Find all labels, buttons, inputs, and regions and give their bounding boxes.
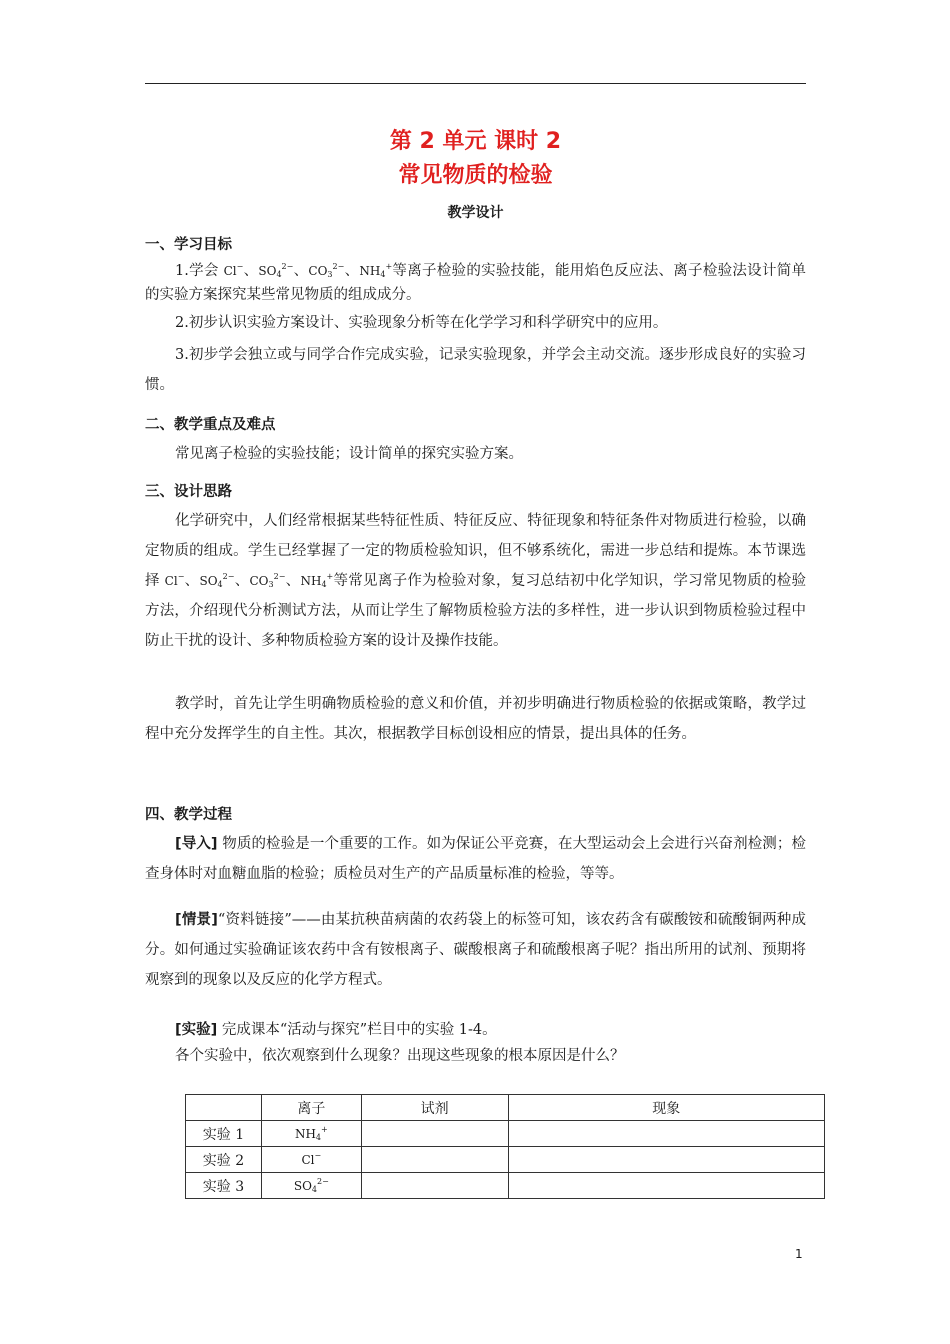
key-points-text: 常见离子检验的实验技能；设计简单的探究实验方案。 xyxy=(175,446,523,462)
scenario-tag: [情景] xyxy=(175,912,218,928)
ion-cl xyxy=(165,574,185,588)
ion-subscript: 4 xyxy=(217,580,223,589)
section-heading-key-points: 二、教学重点及难点 xyxy=(145,417,276,433)
ion-charge: + xyxy=(321,1124,328,1134)
ion-charge: − xyxy=(177,572,185,581)
ion-subscript: 4 xyxy=(321,580,327,589)
ion-symbol: Cl xyxy=(164,574,178,588)
ion-cell xyxy=(261,1147,361,1173)
separator: 、 xyxy=(285,573,301,589)
ion-nh4 xyxy=(300,574,333,588)
ion-co3 xyxy=(249,574,285,588)
experiment-tag: [实验] xyxy=(175,1022,218,1038)
reagent-cell xyxy=(361,1173,508,1199)
ion-charge: + xyxy=(385,262,393,271)
ion-charge: 2− xyxy=(281,262,294,271)
ion-subscript: 4 xyxy=(311,1184,317,1194)
text-run: 1.学会 xyxy=(175,263,224,279)
phenomenon-cell xyxy=(508,1121,824,1147)
ion-cell xyxy=(261,1121,361,1147)
section-heading-design: 三、设计思路 xyxy=(145,484,232,500)
experiment-table xyxy=(185,1094,825,1199)
ion-cell xyxy=(261,1173,361,1199)
text-run: 等常见离子作为检验对象，复习总结初中化学知识，学习常见物质的检验方法，介绍现代分析测试方法，从而让学生了解物质检验方法的多样性，进一步认识到物质检验过程中防止干扰的设计、多种物质检验方案的设计及操作技能。 xyxy=(145,573,807,649)
table-row xyxy=(186,1121,825,1147)
separator: 、 xyxy=(344,263,360,279)
ion-symbol: SO xyxy=(293,1178,312,1193)
ion-charge: 2− xyxy=(222,572,235,581)
lesson-title: 常见物质的检验 xyxy=(398,163,553,188)
scenario-paragraph xyxy=(145,905,806,995)
question-paragraph: 各个实验中，依次观察到什么现象？出现这些现象的根本原因是什么？ xyxy=(175,1048,625,1064)
reagent-cell xyxy=(361,1121,508,1147)
ion-subscript: 3 xyxy=(327,270,333,279)
separator: 、 xyxy=(293,263,309,279)
ion-charge: 2− xyxy=(273,572,286,581)
ion-charge: 2− xyxy=(332,262,345,271)
ion-nh4 xyxy=(359,264,392,278)
ion-so4 xyxy=(199,574,234,588)
separator: 、 xyxy=(243,263,259,279)
text-run: “资料链接”——由某抗秧苗病菌的农药袋上的标签可知，该农药含有碳酸铵和硫酸铜两种成分。如何通过实验确证该农药中含有铵根离子、碳酸根离子和硫酸根离子呢？指出所用的试剂、预期将观察到的现象以及反应的化学方程式。 xyxy=(145,912,806,988)
table-row xyxy=(186,1147,825,1173)
objective-3: 3.初步学会独立或与同学合作完成实验，记录实验现象，并学会主动交流。逐步形成良好的实验习惯。 xyxy=(145,347,806,393)
design-paragraph-2: 教学时，首先让学生明确物质检验的意义和价值，并初步明确进行物质检验的依据或策略，教学过程中充分发挥学生的自主性。其次，根据教学目标创设相应的情景，提出具体的任务。 xyxy=(145,696,806,742)
page-number: 1 xyxy=(795,1247,803,1261)
table-header-cell: 试剂 xyxy=(361,1095,508,1121)
ion-charge: − xyxy=(236,262,244,271)
intro-paragraph xyxy=(145,829,806,889)
ion-symbol: NH xyxy=(300,574,322,588)
text-run: 完成课本“活动与探究”栏目中的实验 1-4。 xyxy=(217,1022,497,1038)
experiment-label: 实验 2 xyxy=(186,1147,262,1173)
ion-symbol: SO xyxy=(199,574,218,588)
table-header-row xyxy=(186,1095,825,1121)
table-header-cell xyxy=(186,1095,262,1121)
unit-title: 第 2 单元 课时 2 xyxy=(389,129,562,154)
text-run: 等离子检验的实验技能，能用焰色反应法、离子检验法设计简单的实验方案探究某些常见物质的组成成分。 xyxy=(145,263,807,303)
objective-2: 2.初步认识实验方案设计、实验现象分析等在化学学习和科学研究中的应用。 xyxy=(175,315,668,331)
ion-symbol: Cl xyxy=(301,1152,315,1167)
phenomenon-cell xyxy=(508,1173,824,1199)
ion-symbol: SO xyxy=(258,264,277,278)
ion-symbol: NH xyxy=(359,264,381,278)
experiment-paragraph xyxy=(145,1018,806,1042)
ion-subscript: 4 xyxy=(276,270,282,279)
table-row xyxy=(186,1173,825,1199)
experiment-label: 实验 3 xyxy=(186,1173,262,1199)
design-paragraph-1 xyxy=(145,506,806,656)
ion-charge: + xyxy=(326,572,334,581)
ion-subscript: 3 xyxy=(268,580,274,589)
table-header-cell: 离子 xyxy=(261,1095,361,1121)
ion-symbol: CO xyxy=(308,264,328,278)
section-heading-objectives: 一、学习目标 xyxy=(145,237,232,253)
separator: 、 xyxy=(234,573,250,589)
text-run: 化学研究中，人们经常根据某些特征性质、特征反应、特征现象和特征条件对物质进行检验，以确定物质的组成。学生已经掌握了一定的物质检验知识，但不够系统化，需进一步总结和提炼。本节课选择 xyxy=(145,513,806,589)
ion-subscript: 4 xyxy=(315,1132,321,1142)
text-run: 物质的检验是一个重要的工作。如为保证公平竞赛，在大型运动会上会进行兴奋剂检测；检查身体时对血糖血脂的检验；质检员对生产的产品质量标准的检验，等等。 xyxy=(145,836,806,882)
experiment-label: 实验 1 xyxy=(186,1121,262,1147)
subtitle: 教学设计 xyxy=(447,205,504,221)
ion-co3 xyxy=(308,264,344,278)
section-heading-process: 四、教学过程 xyxy=(145,807,232,823)
table-header-cell: 现象 xyxy=(508,1095,824,1121)
ion-charge: − xyxy=(314,1150,322,1160)
ion-so4 xyxy=(258,264,293,278)
separator: 、 xyxy=(184,573,200,589)
ion-symbol: NH xyxy=(294,1126,316,1141)
reagent-cell xyxy=(361,1147,508,1173)
intro-tag: [导入] xyxy=(175,836,218,852)
ion-charge: 2− xyxy=(317,1176,329,1186)
ion-symbol: Cl xyxy=(223,264,237,278)
header-rule xyxy=(145,83,806,84)
phenomenon-cell xyxy=(508,1147,824,1173)
ion-subscript: 4 xyxy=(380,270,386,279)
ion-cl xyxy=(224,264,244,278)
ion-symbol: CO xyxy=(249,574,269,588)
objective-1 xyxy=(145,259,806,307)
